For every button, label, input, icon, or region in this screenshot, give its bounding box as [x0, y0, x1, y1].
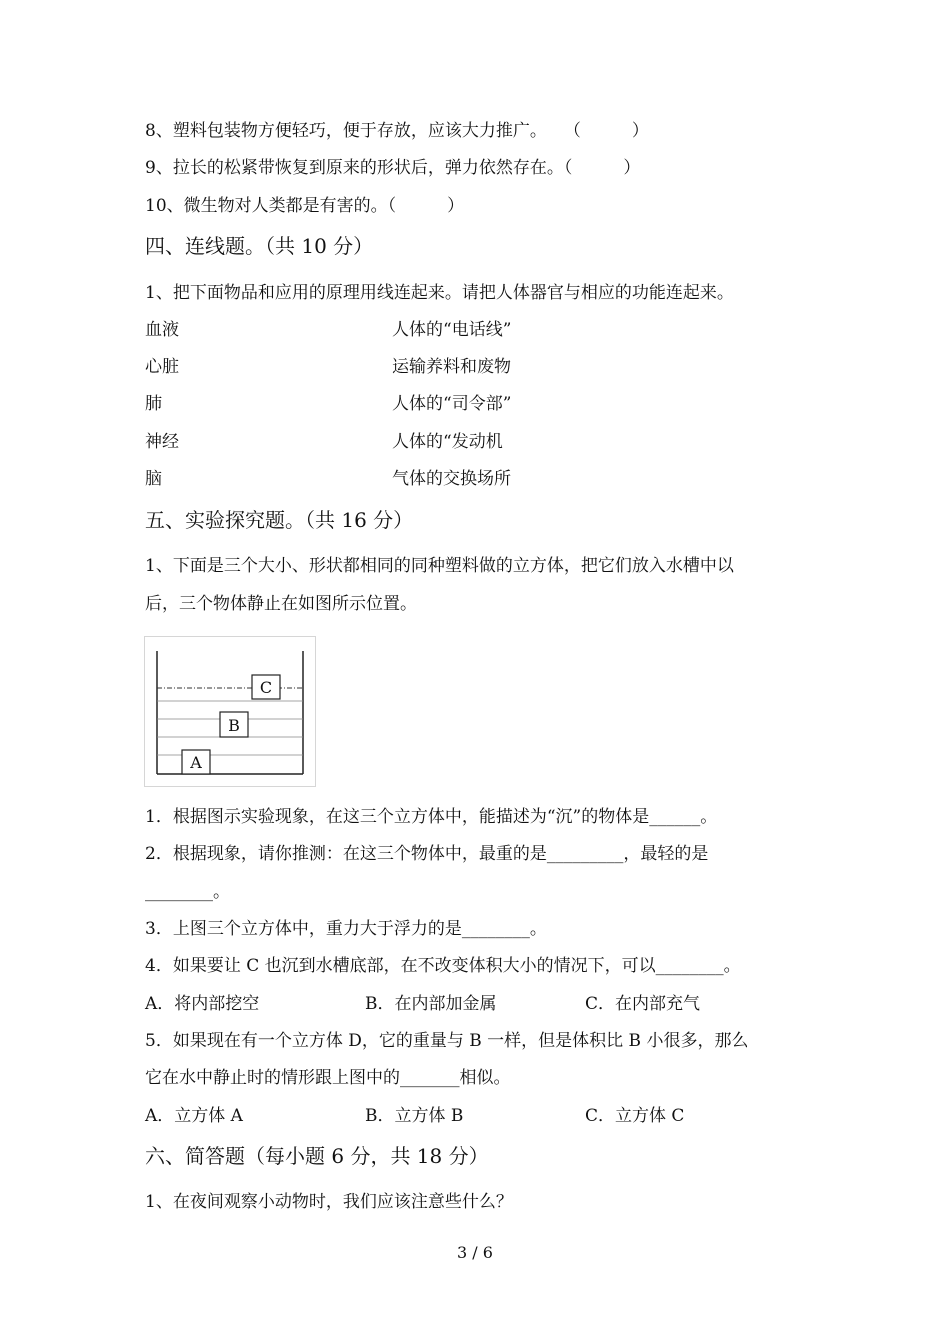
sub-question-5-line2: 它在水中静止时的情形跟上图中的_______相似。 [145, 1068, 511, 1088]
organ-nerve: 神经 [145, 432, 179, 452]
organ-heart: 心脏 [145, 357, 179, 377]
sub-question-5-line1: 5．如果现在有一个立方体 D，它的重量与 B 一样，但是体积比 B 小很多，那么 [145, 1031, 749, 1051]
sub-question-2-line1: 2．根据现象，请你推测：在这三个物体中，最重的是_________，最轻的是 [145, 844, 709, 864]
water-tank-diagram [145, 637, 317, 788]
section4-question-1: 1、把下面物品和应用的原理用线连起来。请把人体器官与相应的功能连起来。 [145, 283, 734, 303]
tf-item-8: 8、塑料包装物方便轻巧，便于存放，应该大力推广。 （ ） [145, 121, 649, 141]
section6-heading: 六、简答题（每小题 6 分，共 18 分） [145, 1144, 489, 1168]
tf-item-10: 10、微生物对人类都是有害的。（ ） [145, 196, 465, 216]
q5-option-b: B．立方体 B [365, 1106, 464, 1126]
cube-a-label: A [190, 753, 202, 772]
water-tank-figure [144, 636, 316, 787]
section5-heading: 五、实验探究题。（共 16 分） [145, 508, 414, 532]
q4-option-a: A．将内部挖空 [145, 994, 260, 1014]
function-5: 气体的交换场所 [392, 469, 511, 489]
cube-b-label: B [228, 716, 240, 735]
function-4: 人体的“发动机 [392, 432, 503, 452]
q4-option-b: B．在内部加金属 [365, 994, 497, 1014]
section5-question-line1: 1、下面是三个大小、形状都相同的同种塑料做的立方体，把它们放入水槽中以 [145, 556, 734, 576]
sub-question-1: 1．根据图示实验现象，在这三个立方体中，能描述为“沉”的物体是______。 [145, 807, 718, 827]
function-3: 人体的“司令部” [392, 394, 512, 414]
section4-heading: 四、连线题。（共 10 分） [145, 234, 374, 258]
sub-question-4: 4．如果要让 C 也沉到水槽底部，在不改变体积大小的情况下，可以________。 [145, 956, 741, 976]
sub-question-3: 3．上图三个立方体中，重力大于浮力的是________。 [145, 919, 547, 939]
tf-item-9: 9、拉长的松紧带恢复到原来的形状后，弹力依然存在。（ ） [145, 158, 641, 178]
cube-c-label: C [259, 678, 273, 697]
q4-option-c: C．在内部充气 [585, 994, 701, 1014]
sub-question-2-line2: ________。 [145, 882, 230, 902]
q5-option-c: C．立方体 C [585, 1106, 685, 1126]
function-2: 运输养料和废物 [392, 357, 511, 377]
section5-question-line2: 后，三个物体静止在如图所示位置。 [145, 594, 417, 614]
organ-lung: 肺 [145, 394, 162, 414]
q5-option-a: A．立方体 A [145, 1106, 243, 1126]
organ-brain: 脑 [145, 469, 162, 489]
organ-blood: 血液 [145, 320, 179, 340]
function-1: 人体的“电话线” [392, 320, 512, 340]
page-number: 3 / 6 [457, 1243, 493, 1262]
section6-question-1: 1、在夜间观察小动物时，我们应该注意些什么？ [145, 1192, 513, 1212]
